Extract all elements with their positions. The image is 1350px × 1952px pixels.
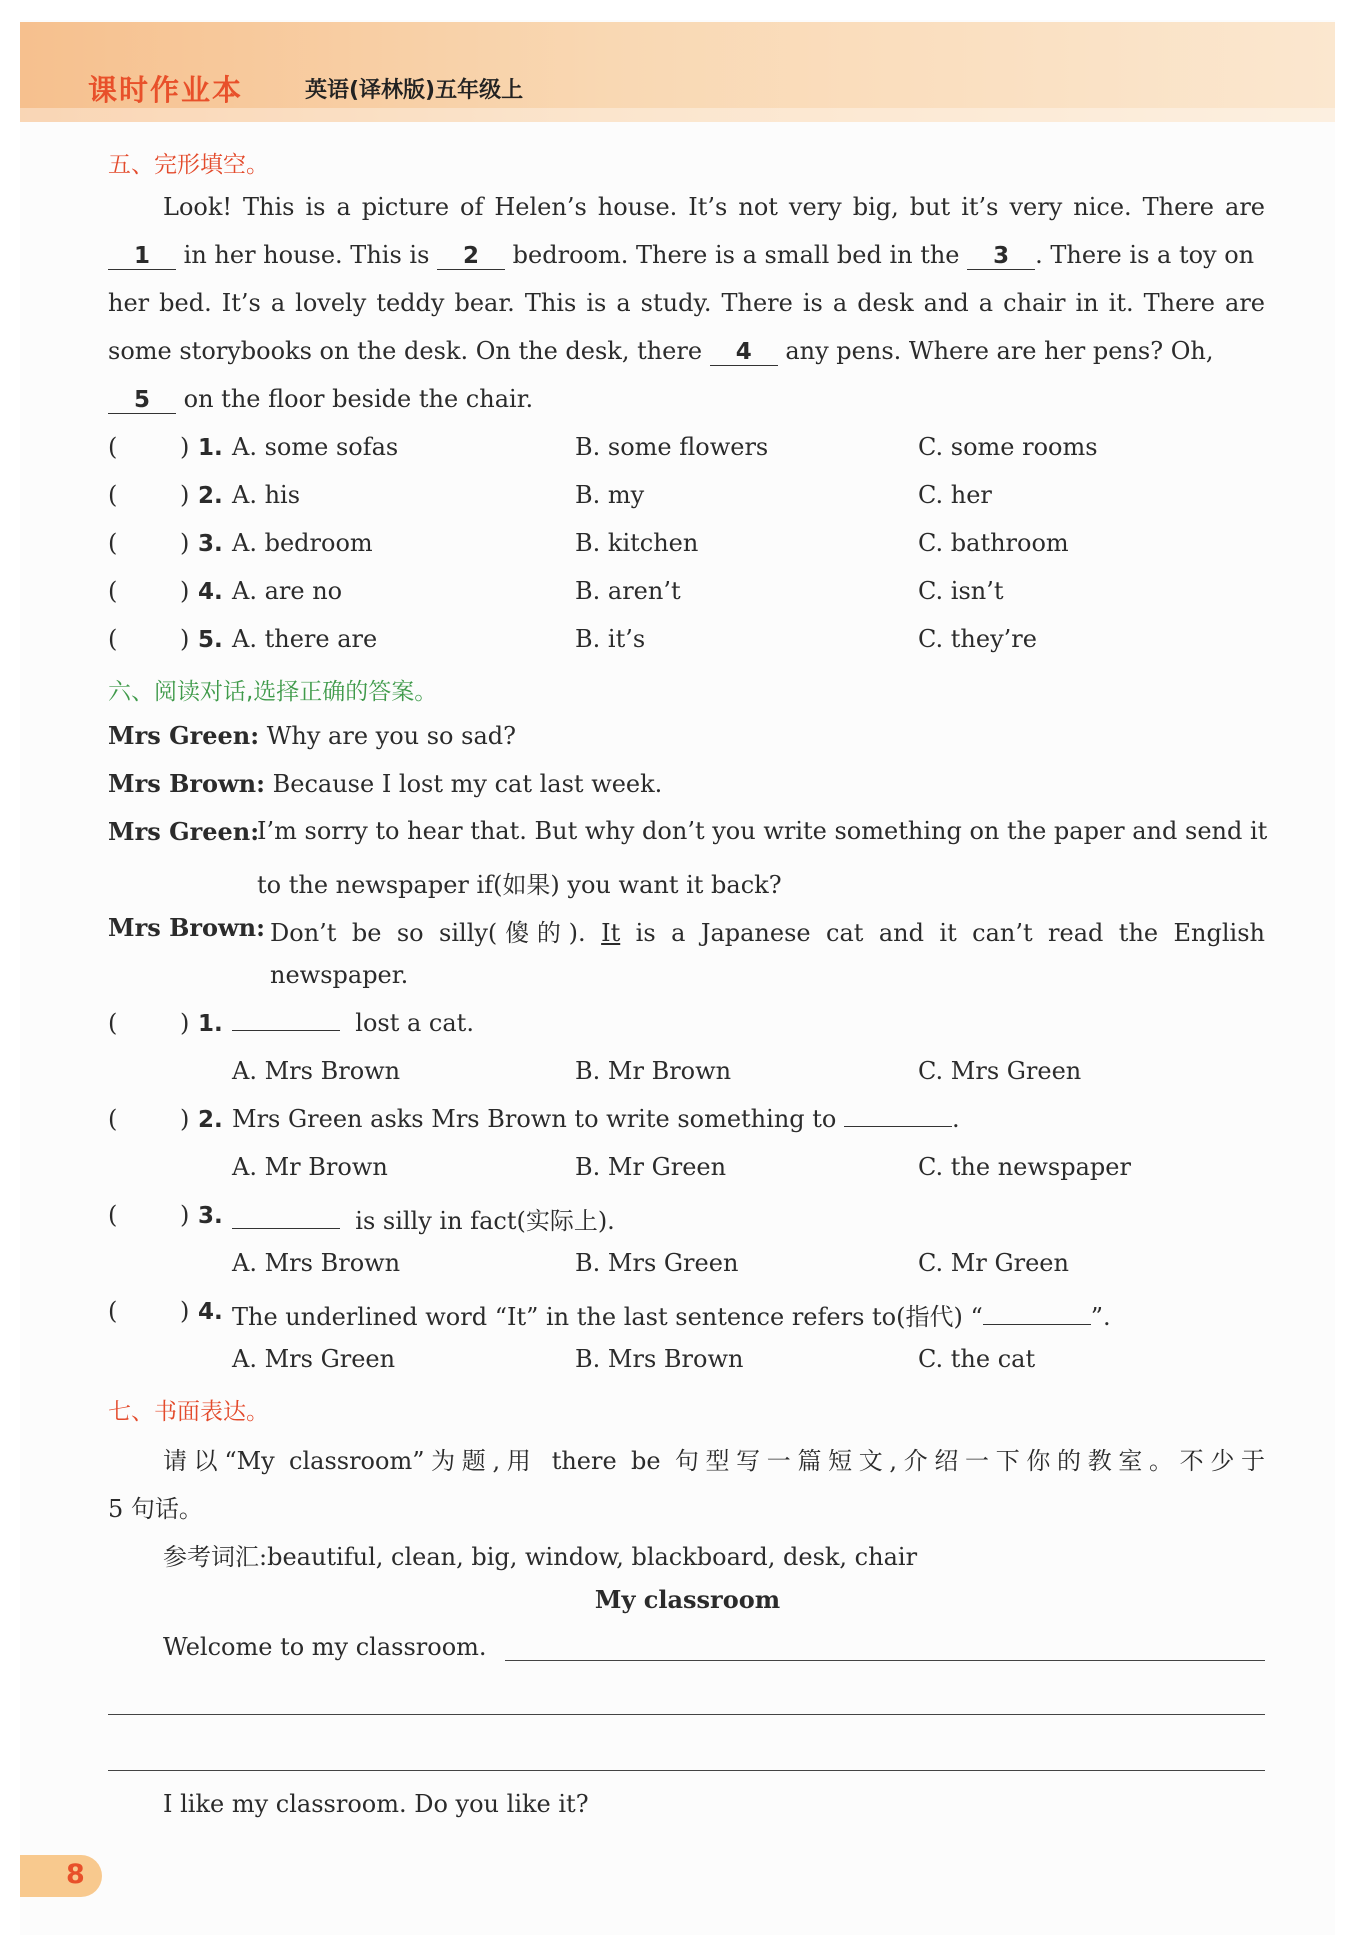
option-c[interactable]: C. bathroom — [918, 529, 1069, 557]
option-b[interactable]: B. my — [575, 481, 645, 509]
answer-blank[interactable] — [844, 1106, 952, 1127]
answer-blank[interactable] — [983, 1304, 1091, 1325]
option-b[interactable]: B. some flowers — [575, 433, 769, 461]
option-a[interactable]: A. Mrs Brown — [232, 1057, 401, 1085]
passage-line-2: 1 in her house. This is 2 bedroom. There is a small bed in the 3 . There is a toy on — [108, 241, 1254, 270]
section6-title: 六、阅读对话,选择正确的答案。 — [108, 679, 438, 705]
option-b[interactable]: B. Mr Brown — [575, 1057, 732, 1085]
section7-title: 七、书面表达。 — [108, 1399, 269, 1425]
option-a[interactable]: A. Mrs Brown — [232, 1249, 401, 1277]
option-b[interactable]: B. aren’t — [575, 577, 681, 605]
answer-blank[interactable] — [232, 1010, 340, 1031]
blank-1: 1 — [108, 243, 176, 270]
passage-line-5: 5 on the floor beside the chair. — [108, 385, 533, 414]
option-c[interactable]: C. her — [918, 481, 992, 509]
option-a[interactable]: A. there are — [232, 625, 378, 653]
option-c[interactable]: C. the newspaper — [918, 1153, 1131, 1181]
speaker: Mrs Brown: — [108, 769, 265, 798]
dialogue-line: Mrs Green: Why are you so sad? — [108, 721, 516, 750]
writing-line[interactable] — [108, 1714, 1265, 1715]
speaker: Mrs Green: — [108, 817, 260, 846]
essay-closing: I like my classroom. Do you like it? — [163, 1790, 589, 1818]
option-c[interactable]: C. Mrs Green — [918, 1057, 1082, 1085]
dialogue-line: I’m sorry to hear that. But why don’t you write something on the paper and send it — [257, 817, 1268, 845]
speaker: Mrs Brown: — [108, 913, 265, 942]
blank-5: 5 — [108, 387, 176, 414]
dialogue-line: Don’t be so silly(傻的). It is a Japanese cat and it can’t read the English — [270, 919, 1266, 947]
section5-title: 五、完形填空。 — [108, 152, 269, 178]
option-b[interactable]: B. Mrs Brown — [575, 1345, 744, 1373]
option-a[interactable]: A. Mr Brown — [232, 1153, 388, 1181]
passage-line-1: Look! This is a picture of Helen’s house. It’s not very big, but it’s very nice. There are — [163, 193, 1265, 221]
writing-line[interactable] — [505, 1660, 1265, 1661]
vocabulary-hint: 参考词汇:beautiful, clean, big, window, blackboard, desk, chair — [163, 1543, 918, 1571]
dialogue-line: Mrs Brown: Because I lost my cat last week. — [108, 769, 663, 798]
dialogue-line: to the newspaper if(如果) you want it back? — [257, 871, 782, 899]
option-a[interactable]: A. some sofas — [232, 433, 399, 461]
essay-opening: Welcome to my classroom. — [163, 1633, 487, 1661]
answer-blank[interactable] — [232, 1208, 340, 1229]
blank-2: 2 — [437, 243, 505, 270]
option-b[interactable]: B. kitchen — [575, 529, 699, 557]
dialogue-line: newspaper. — [270, 961, 409, 989]
option-b[interactable]: B. Mr Green — [575, 1153, 727, 1181]
option-a[interactable]: A. his — [232, 481, 301, 509]
option-a[interactable]: A. bedroom — [232, 529, 373, 557]
book-subject: 英语(译林版)五年级上 — [305, 78, 524, 103]
page-number: 8 — [66, 1859, 85, 1890]
option-b[interactable]: B. Mrs Green — [575, 1249, 739, 1277]
option-c[interactable]: C. isn’t — [918, 577, 1004, 605]
option-c[interactable]: C. Mr Green — [918, 1249, 1069, 1277]
blank-3: 3 — [967, 243, 1035, 270]
writing-prompt-cont: 5 句话。 — [108, 1495, 203, 1523]
speaker: Mrs Green: — [108, 721, 260, 750]
writing-prompt: 请以“My classroom”为题,用 there be 句型写一篇短文,介绍一下你的教室。不少于 — [163, 1447, 1265, 1475]
option-c[interactable]: C. they’re — [918, 625, 1037, 653]
option-c[interactable]: C. the cat — [918, 1345, 1036, 1373]
writing-line[interactable] — [108, 1770, 1265, 1771]
blank-4: 4 — [710, 339, 778, 366]
passage-line-4: some storybooks on the desk. On the desk, there 4 any pens. Where are her pens? Oh, — [108, 337, 1214, 365]
underlined-it: It — [601, 919, 621, 947]
book-brand: 课时作业本 — [88, 73, 244, 107]
essay-title: My classroom — [594, 1585, 781, 1614]
option-b[interactable]: B. it’s — [575, 625, 646, 653]
option-a[interactable]: A. Mrs Green — [232, 1345, 396, 1373]
passage-line-3: her bed. It’s a lovely teddy bear. This is a study. There is a desk and a chair in it. There are — [108, 289, 1265, 317]
page-number-tab — [20, 1855, 102, 1897]
option-a[interactable]: A. are no — [232, 577, 343, 605]
option-c[interactable]: C. some rooms — [918, 433, 1098, 461]
